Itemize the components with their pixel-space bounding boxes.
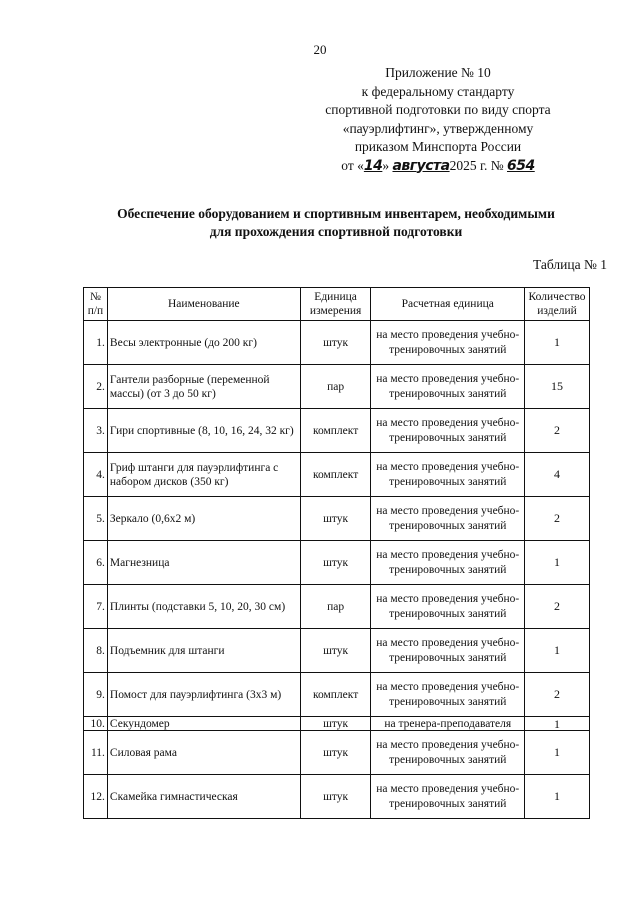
cell-calc: на место проведения учебно-тренировочных занятий [371, 321, 525, 365]
cell-num: 1. [84, 321, 108, 365]
handwritten-order-number: 654 [507, 157, 535, 174]
document-title [40, 205, 632, 241]
cell-calc: на место проведения учебно-тренировочных занятий [371, 497, 525, 541]
table-label: Таблица № 1 [533, 257, 607, 272]
cell-unit: пар [300, 585, 371, 629]
cell-unit: комплект [300, 409, 371, 453]
cell-name: Магнезница [107, 541, 300, 585]
appendix-line-ministry: приказом Минспорта России [354, 139, 522, 154]
table-header-row [84, 288, 590, 321]
cell-calc: на место проведения учебно-тренировочных занятий [371, 365, 525, 409]
cell-qty: 1 [525, 541, 590, 585]
cell-num: 5. [84, 497, 108, 541]
cell-name: Скамейка гимнастическая [107, 775, 300, 819]
table-row [84, 731, 590, 775]
header-num: № п/п [84, 288, 108, 321]
table-row [84, 541, 590, 585]
cell-calc: на место проведения учебно-тренировочных занятий [371, 673, 525, 717]
cell-qty: 2 [525, 409, 590, 453]
appendix-date-line [288, 157, 588, 176]
cell-num: 7. [84, 585, 108, 629]
date-prefix: от « [341, 157, 364, 173]
cell-num: 9. [84, 673, 108, 717]
appendix-header [288, 64, 588, 175]
cell-name: Помост для пауэрлифтинга (3х3 м) [107, 673, 300, 717]
table-row [84, 673, 590, 717]
cell-calc: на место проведения учебно-тренировочных занятий [371, 541, 525, 585]
date-day-suffix: » [382, 157, 390, 173]
table-row [84, 629, 590, 673]
cell-name: Гантели разборные (переменной массы) (от 3 до 50 кг) [107, 365, 300, 409]
cell-unit: штук [300, 717, 371, 731]
cell-unit: комплект [300, 673, 371, 717]
cell-qty: 1 [525, 775, 590, 819]
title-line-2: для прохождения спортивной подготовки [209, 224, 463, 239]
cell-qty: 1 [525, 321, 590, 365]
header-name: Наименование [107, 288, 300, 321]
cell-unit: штук [300, 321, 371, 365]
cell-unit: комплект [300, 453, 371, 497]
cell-qty: 1 [525, 731, 590, 775]
cell-name: Гири спортивные (8, 10, 16, 24, 32 кг) [107, 409, 300, 453]
cell-calc: на место проведения учебно-тренировочных занятий [371, 629, 525, 673]
cell-qty: 15 [525, 365, 590, 409]
cell-calc: на место проведения учебно-тренировочных занятий [371, 585, 525, 629]
page-number: 20 [313, 42, 327, 57]
table-row [84, 717, 590, 731]
table-row [84, 775, 590, 819]
title-line-1: Обеспечение оборудованием и спортивным инвентарем, необходимыми [117, 206, 555, 221]
cell-unit: штук [300, 731, 371, 775]
cell-num: 6. [84, 541, 108, 585]
cell-qty: 4 [525, 453, 590, 497]
table-row [84, 497, 590, 541]
table-row [84, 321, 590, 365]
cell-calc: на место проведения учебно-тренировочных занятий [371, 731, 525, 775]
cell-name: Секундомер [107, 717, 300, 731]
cell-unit: пар [300, 365, 371, 409]
cell-qty: 2 [525, 673, 590, 717]
cell-num: 8. [84, 629, 108, 673]
cell-num: 2. [84, 365, 108, 409]
cell-unit: штук [300, 775, 371, 819]
cell-calc: на место проведения учебно-тренировочных занятий [371, 453, 525, 497]
header-qty: Количество изделий [525, 288, 590, 321]
cell-calc: на место проведения учебно-тренировочных занятий [371, 409, 525, 453]
cell-unit: штук [300, 629, 371, 673]
appendix-line-approved: «пауэрлифтинг», утвержденному [342, 120, 534, 136]
appendix-line-sport: спортивной подготовки по виду спорта [325, 102, 551, 117]
cell-name: Зеркало (0,6х2 м) [107, 497, 300, 541]
cell-num: 4. [84, 453, 108, 497]
cell-calc: на место проведения учебно-тренировочных занятий [371, 775, 525, 819]
cell-qty: 2 [525, 585, 590, 629]
cell-unit: штук [300, 541, 371, 585]
table-row [84, 453, 590, 497]
appendix-title: Приложение № 10 [385, 65, 491, 80]
cell-name: Гриф штанги для пауэрлифтинга с набором дисков (350 кг) [107, 453, 300, 497]
cell-num: 3. [84, 409, 108, 453]
equipment-table [83, 287, 590, 819]
cell-num: 12. [84, 775, 108, 819]
date-year: 2025 г. № [449, 157, 504, 173]
cell-name: Силовая рама [107, 731, 300, 775]
header-unit: Единица измерения [300, 288, 371, 321]
handwritten-month: августа [392, 157, 450, 174]
cell-num: 11. [84, 731, 108, 775]
header-calc: Расчетная единица [371, 288, 525, 321]
cell-name: Плинты (подставки 5, 10, 20, 30 см) [107, 585, 300, 629]
cell-num: 10. [84, 717, 108, 731]
handwritten-day: 14 [363, 157, 383, 174]
cell-qty: 2 [525, 497, 590, 541]
cell-qty: 1 [525, 717, 590, 731]
cell-calc: на тренера-преподавателя [371, 717, 525, 731]
cell-name: Весы электронные (до 200 кг) [107, 321, 300, 365]
table-row [84, 409, 590, 453]
table-row [84, 365, 590, 409]
cell-name: Подъемник для штанги [107, 629, 300, 673]
table-row [84, 585, 590, 629]
cell-qty: 1 [525, 629, 590, 673]
cell-unit: штук [300, 497, 371, 541]
appendix-line-standard: к федеральному стандарту [361, 83, 515, 99]
